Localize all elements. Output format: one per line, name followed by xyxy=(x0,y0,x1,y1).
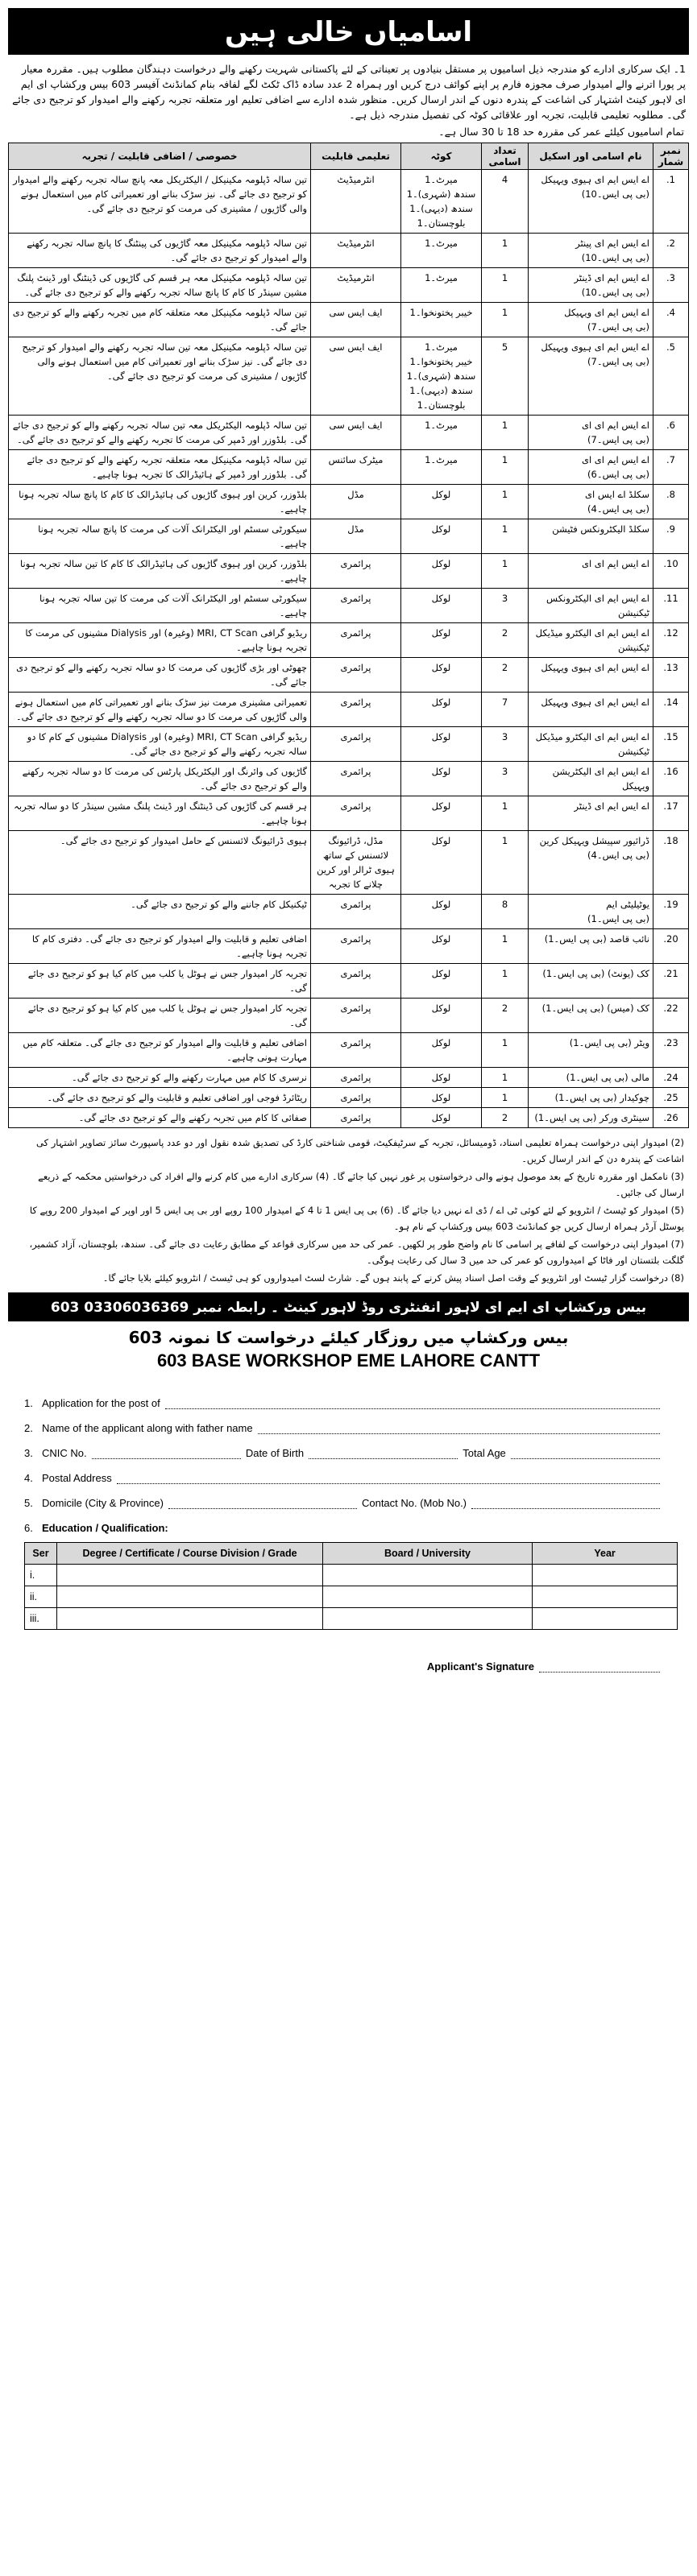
term-item: (5) امیدوار کو ٹیسٹ / انٹرویو کے لئے کوئی ٹی اے / ڈی اے نہیں دیا جائے گا۔ (6) بی پی ایس 1 تا 4 کے امیدوار 100 روپے اور بی پی ایس 5 اور اوپر کے امیدوار 200 روپے کا پوسٹل آرڈر ہمراہ ارسال کریں جو کمانڈنٹ 603 بیس ورکشاپ کے نام ہو۔ xyxy=(29,1205,684,1232)
table-row xyxy=(9,929,689,964)
intro-paragraph: 1۔ ایک سرکاری ادارے کو مندرجہ ذیل اسامیوں پر مستقل بنیادوں پر تعیناتی کے لئے پاکستانی شہریت رکھنے والے درخواست دہندگان مطلوب ہیں۔ مقررہ معیار پر پورا اترنے والے امیدوار صرف مجوزہ فارم پر اپنے کوائف درج کریں اور ہمراہ 2 عدد سادہ ڈاک ٹکٹ لگے لفافہ بنام کمانڈنٹ آفیسر 603 بیس ورکشاپ ای ایم ای لاہور کینٹ اشتہار کی اشاعت کے پندرہ دنوں کے اندر ارسال کریں۔ منظور شدہ ادارے سے اضافی تعلیم اور متعلقہ تجربہ رکھنے والے امیدوار کو ترجیح دی جائے گی۔ مطلوبہ تعلیمی قابلیت، تجربہ اور علاقائی کوٹہ کی تفصیل مندرجہ ذیل ہے۔ xyxy=(12,63,686,121)
table-row xyxy=(9,727,689,762)
domicile: لوکل xyxy=(401,929,482,964)
domicile: لوکل xyxy=(401,796,482,831)
field-label: Name of the applicant along with father name xyxy=(42,1422,253,1434)
form-title-urdu: 603 بیس ورکشاپ میں روزگار کیلئے درخواست کا نمونہ xyxy=(128,1328,569,1347)
post-cell: نائب قاصد (بی پی ایس۔1) xyxy=(529,929,653,964)
table-row xyxy=(9,589,689,623)
qual: ایف ایس سی xyxy=(311,337,401,416)
edu-degree-cell[interactable] xyxy=(57,1586,323,1608)
serial-cell: 13. xyxy=(653,658,689,693)
table-row xyxy=(9,964,689,999)
edu-year-cell[interactable] xyxy=(533,1565,678,1586)
edu-year-cell[interactable] xyxy=(533,1608,678,1630)
experience-cell: تین سالہ ڈپلومہ مکینیکل معہ گاڑیوں کی پینٹنگ کا پانچ سالہ تجربہ رکھنے والے امیدوار کو ترجیح دی جائے گی۔ xyxy=(9,234,311,268)
qual: پرائمری xyxy=(311,1088,401,1108)
advertisement-page xyxy=(8,8,689,1673)
domicile: لوکل xyxy=(401,1033,482,1068)
table-row xyxy=(9,1033,689,1068)
qual: پرائمری xyxy=(311,796,401,831)
experience-cell: بلڈوزر، کرین اور ہیوی گاڑیوں کی ہائیڈرالک کا کام کا پانچ سالہ تجربہ ہونا چاہیے۔ xyxy=(9,485,311,519)
row-number: 4. xyxy=(24,1472,33,1484)
post-cell: یوٹیلیٹی ایم (بی پی ایس۔1) xyxy=(529,895,653,929)
edu-ser: i. xyxy=(25,1565,57,1586)
post-cell: اے ایس ایم ای الیکٹرو میڈیکل ٹیکنیشن xyxy=(529,623,653,658)
col-qty: تعداد اسامی xyxy=(482,143,529,170)
row-number: 5. xyxy=(24,1497,33,1509)
field-label: CNIC No. xyxy=(42,1447,87,1459)
edu-ser: iii. xyxy=(25,1608,57,1630)
post-cell: اے ایس ایم ای الیکٹرو میڈیکل ٹیکنیشن xyxy=(529,727,653,762)
serial-cell: 18. xyxy=(653,831,689,895)
age-field[interactable] xyxy=(511,1447,660,1459)
edu-board-cell[interactable] xyxy=(323,1608,533,1630)
domicile: لوکل xyxy=(401,1088,482,1108)
experience-cell: ریٹائرڈ فوجی اور اضافی تعلیم و قابلیت والے کو ترجیح دی جائے گی۔ xyxy=(9,1088,311,1108)
domicile: میرٹ۔1 xyxy=(401,450,482,485)
name-field[interactable] xyxy=(258,1422,660,1434)
serial-cell: 23. xyxy=(653,1033,689,1068)
qty: 1 xyxy=(482,234,529,268)
serial-cell: 6. xyxy=(653,416,689,450)
qual: انٹرمیڈیٹ xyxy=(311,170,401,234)
qty: 1 xyxy=(482,796,529,831)
field-label: Date of Birth xyxy=(245,1447,305,1459)
qty: 1 xyxy=(482,416,529,450)
qty: 2 xyxy=(482,623,529,658)
qual: پرائمری xyxy=(311,658,401,693)
post-cell: سکلڈ اے ایس ای (بی پی ایس۔4) xyxy=(529,485,653,519)
table-row xyxy=(9,1068,689,1088)
qty: 7 xyxy=(482,693,529,727)
serial-cell: 1. xyxy=(653,170,689,234)
qty: 1 xyxy=(482,519,529,554)
qual: پرائمری xyxy=(311,999,401,1033)
post-cell: کک (میس) (بی پی ایس۔1) xyxy=(529,999,653,1033)
qual: پرائمری xyxy=(311,623,401,658)
experience-cell: گاڑیوں کی وائرنگ اور الیکٹریکل پارٹس کی مرمت کا دو سالہ تجربہ رکھنے والے کو ترجیح دی جائے گی۔ xyxy=(9,762,311,796)
table-row xyxy=(9,693,689,727)
qual: پرائمری xyxy=(311,1068,401,1088)
serial-cell: 19. xyxy=(653,895,689,929)
post-cell: اے ایس ایم ای الیکٹریشن ویہیکل xyxy=(529,762,653,796)
experience-cell: بلڈوزر، کرین اور ہیوی گاڑیوں کی ہائیڈرالک کا کام کا تین سالہ تجربہ ہونا چاہیے۔ xyxy=(9,554,311,589)
contact-field[interactable] xyxy=(471,1497,660,1509)
col-post: نام اسامی اور اسکیل xyxy=(529,143,653,170)
qual: میٹرک سائنس xyxy=(311,450,401,485)
dob-field[interactable] xyxy=(309,1447,458,1459)
table-row xyxy=(9,831,689,895)
col-quota: کوٹہ xyxy=(401,143,482,170)
post-cell: اے ایس ایم ای ہیوی ویہیکل (بی پی ایس۔10) xyxy=(529,170,653,234)
table-row xyxy=(9,796,689,831)
experience-cell: تجربہ کار امیدوار جس نے ہوٹل یا کلب میں کام کیا ہو کو ترجیح دی جائے گی۔ xyxy=(9,999,311,1033)
qty: 5 xyxy=(482,337,529,416)
education-row xyxy=(25,1586,678,1608)
domicile: لوکل xyxy=(401,485,482,519)
field-label: Contact No. (Mob No.) xyxy=(361,1497,467,1509)
table-row xyxy=(9,485,689,519)
experience-cell: تین سالہ ڈپلومہ مکینیکل معہ متعلقہ کام میں تجربہ رکھنے والے کو ترجیح دی جائے گی۔ xyxy=(9,303,311,337)
qty: 2 xyxy=(482,999,529,1033)
edu-board-cell[interactable] xyxy=(323,1565,533,1586)
edu-col-ser: Ser xyxy=(25,1543,57,1565)
table-row xyxy=(9,170,689,234)
serial-cell: 2. xyxy=(653,234,689,268)
qty: 1 xyxy=(482,964,529,999)
edu-board-cell[interactable] xyxy=(323,1586,533,1608)
contact-bar: 603 بیس ورکشاپ ای ایم ای لاہور انفنٹری روڈ لاہور کینٹ ۔ رابطہ نمبر 03306036369 xyxy=(8,1292,689,1321)
post-cell: اے ایس ایم ای ہیوی ویہیکل xyxy=(529,693,653,727)
post-cell: اے ایس ایم ای ہیوی ویہیکل xyxy=(529,658,653,693)
qty: 1 xyxy=(482,268,529,303)
domicile: لوکل xyxy=(401,1108,482,1128)
field-label: Total Age xyxy=(463,1447,506,1459)
table-row xyxy=(9,416,689,450)
qty: 1 xyxy=(482,929,529,964)
qty: 1 xyxy=(482,1088,529,1108)
term-item: (7) امیدوار اپنی درخواست کے لفافے پر اسامی کا نام واضح طور پر لکھیں۔ عمر کی حد میں سرکاری قواعد کے مطابق رعایت دی جائے گی۔ سندھ، بلوچستان، آزاد کشمیر، گلگت بلتستان اور فاٹا کے امیدواروں کو عمر کی حد میں 3 سال کی رعایت ہوگی۔ xyxy=(29,1238,684,1266)
serial-cell: 8. xyxy=(653,485,689,519)
qty: 1 xyxy=(482,303,529,337)
post-cell: سینٹری ورکر (بی پی ایس۔1) xyxy=(529,1108,653,1128)
table-row xyxy=(9,895,689,929)
edu-year-cell[interactable] xyxy=(533,1586,678,1608)
experience-cell: تجربہ کار امیدوار جس نے ہوٹل یا کلب میں کام کیا ہو کو ترجیح دی جائے گی۔ xyxy=(9,964,311,999)
experience-cell: ٹیکنیکل کام جاننے والے کو ترجیح دی جائے گی۔ xyxy=(9,895,311,929)
qual: پرائمری xyxy=(311,554,401,589)
serial-cell: 16. xyxy=(653,762,689,796)
serial-cell: 14. xyxy=(653,693,689,727)
post-cell: چوکیدار (بی پی ایس۔1) xyxy=(529,1088,653,1108)
qual: ایف ایس سی xyxy=(311,303,401,337)
post-field[interactable] xyxy=(165,1397,660,1409)
experience-cell: ہیوی ڈرائیونگ لائسنس کے حامل امیدوار کو ترجیح دی جائے گی۔ xyxy=(9,831,311,895)
qual: پرائمری xyxy=(311,693,401,727)
form-row-address xyxy=(24,1459,665,1484)
serial-cell: 15. xyxy=(653,727,689,762)
signature-field[interactable] xyxy=(539,1660,660,1673)
table-row xyxy=(9,623,689,658)
table-row xyxy=(9,519,689,554)
qty: 1 xyxy=(482,485,529,519)
domicile: میرٹ۔1 سندھ (شہری)۔1 سندھ (دیہی)۔1 بلوچستان۔1 xyxy=(401,170,482,234)
table-row xyxy=(9,554,689,589)
domicile-field[interactable] xyxy=(168,1497,357,1509)
serial-cell: 10. xyxy=(653,554,689,589)
domicile: میرٹ۔1 خیبر پختونخوا۔1 سندھ (شہری)۔1 سندھ (دیہی)۔1 بلوچستان۔1 xyxy=(401,337,482,416)
qty: 1 xyxy=(482,450,529,485)
qual: انٹرمیڈیٹ xyxy=(311,234,401,268)
experience-cell: اضافی تعلیم و قابلیت والے امیدوار کو ترجیح دی جائے گی۔ متعلقہ کام میں مہارت ہونی چاہیے۔ xyxy=(9,1033,311,1068)
col-qualification: تعلیمی قابلیت xyxy=(311,143,401,170)
domicile: لوکل xyxy=(401,895,482,929)
post-cell: اے ایس ایم ای الیکٹرونکس ٹیکنیشن xyxy=(529,589,653,623)
qty: 2 xyxy=(482,658,529,693)
domicile: لوکل xyxy=(401,554,482,589)
qual: مڈل xyxy=(311,485,401,519)
form-row-cnic xyxy=(24,1434,665,1459)
qty: 8 xyxy=(482,895,529,929)
education-row xyxy=(25,1565,678,1586)
experience-cell: تین سالہ ڈپلومہ مکینیکل معہ ہر قسم کی گاڑیوں کی ڈینٹنگ اور ڈینٹ پلنگ مشین سینڈر کا کام کا پانچ سالہ تجربہ رکھنے والے کو ترجیح دی جائے گی۔ xyxy=(9,268,311,303)
form-row-name xyxy=(24,1409,665,1434)
address-field[interactable] xyxy=(117,1472,660,1484)
qual: ایف ایس سی xyxy=(311,416,401,450)
domicile: لوکل xyxy=(401,1068,482,1088)
domicile: لوکل xyxy=(401,658,482,693)
qual: پرائمری xyxy=(311,1108,401,1128)
edu-col-board: Board / University xyxy=(323,1543,533,1565)
qty: 1 xyxy=(482,1068,529,1088)
experience-cell: اضافی تعلیم و قابلیت والے امیدوار کو ترجیح دی جائے گی۔ دفتری کام کا تجربہ ہونا چاہیے۔ xyxy=(9,929,311,964)
experience-cell: تعمیراتی مشینری مرمت نیز سڑک بنانے اور تعمیراتی کام میں استعمال ہونے والی گاڑیوں کی مرمت کا دو سالہ تجربہ رکھنے والے کو ترجیح دی جائے گی۔ xyxy=(9,693,311,727)
serial-cell: 22. xyxy=(653,999,689,1033)
edu-degree-cell[interactable] xyxy=(57,1608,323,1630)
serial-cell: 17. xyxy=(653,796,689,831)
row-number: 2. xyxy=(24,1422,33,1434)
qual: پرائمری xyxy=(311,964,401,999)
qty: 4 xyxy=(482,170,529,234)
qty: 3 xyxy=(482,762,529,796)
experience-cell: ریڈیو گرافی MRI, CT Scan (وغیرہ) اور Dialysis مشینوں کے کام کا دو سالہ تجربہ رکھنے والے کو ترجیح دی جائے گی۔ xyxy=(9,727,311,762)
age-limit-note: تمام اسامیوں کیلئے عمر کی مقررہ حد 18 تا 30 سال ہے۔ xyxy=(438,126,684,138)
domicile: لوکل xyxy=(401,831,482,895)
row-number: 3. xyxy=(24,1447,33,1459)
form-title-english: 603 BASE WORKSHOP EME LAHORE CANTT xyxy=(156,1350,541,1371)
qty: 3 xyxy=(482,727,529,762)
application-form xyxy=(24,1384,665,1534)
post-cell: اے ایس ایم ای ڈینٹر xyxy=(529,796,653,831)
post-cell: ڈرائیور سپیشل ویہیکل کرین (بی پی ایس۔4) xyxy=(529,831,653,895)
serial-cell: 5. xyxy=(653,337,689,416)
qty: 1 xyxy=(482,831,529,895)
edu-col-degree: Degree / Certificate / Course Division / Grade xyxy=(57,1543,323,1565)
education-table xyxy=(24,1542,678,1630)
experience-cell: سیکورٹی سسٹم اور الیکٹرانک آلات کی مرمت کا پانچ سالہ تجربہ ہونا چاہیے۔ xyxy=(9,519,311,554)
experience-cell: سیکورٹی سسٹم اور الیکٹرانک آلات کی مرمت کا تین سالہ تجربہ ہونا چاہیے۔ xyxy=(9,589,311,623)
domicile: لوکل xyxy=(401,727,482,762)
serial-cell: 9. xyxy=(653,519,689,554)
table-row xyxy=(9,234,689,268)
serial-cell: 4. xyxy=(653,303,689,337)
signature-row xyxy=(8,1660,665,1673)
domicile: لوکل xyxy=(401,693,482,727)
table-row xyxy=(9,337,689,416)
table-row xyxy=(9,1088,689,1108)
experience-cell: چھوٹی اور بڑی گاڑیوں کی مرمت کا دو سالہ تجربہ رکھنے والے کو ترجیح دی جائے گی۔ xyxy=(9,658,311,693)
table-row xyxy=(9,450,689,485)
table-row xyxy=(9,658,689,693)
domicile: میرٹ۔1 xyxy=(401,416,482,450)
domicile: لوکل xyxy=(401,964,482,999)
qual: پرائمری xyxy=(311,727,401,762)
domicile: لوکل xyxy=(401,519,482,554)
experience-cell: ریڈیو گرافی MRI, CT Scan (وغیرہ) اور Dialysis مشینوں کی مرمت کا تجربہ ہونا چاہیے۔ xyxy=(9,623,311,658)
education-header-row xyxy=(25,1543,678,1565)
serial-cell: 24. xyxy=(653,1068,689,1088)
qual: مڈل xyxy=(311,519,401,554)
post-cell: سکلڈ الیکٹرونکس فٹیشن xyxy=(529,519,653,554)
vacancies-table xyxy=(8,143,689,1128)
post-cell: اے ایس ایم ای ویہیکل (بی پی ایس۔7) xyxy=(529,303,653,337)
experience-cell: نرسری کا کام میں مہارت رکھنے والے کو ترجیح دی جائے گی۔ xyxy=(9,1068,311,1088)
post-cell: اے ایس ایم ای ای (بی پی ایس۔7) xyxy=(529,416,653,450)
experience-cell: ہر قسم کی گاڑیوں کی ڈینٹنگ اور ڈینٹ پلنگ مشین سینڈر کا دو سالہ تجربہ ہونا چاہیے۔ xyxy=(9,796,311,831)
form-row-domicile xyxy=(24,1484,665,1509)
term-item: (8) درخواست گزار ٹیسٹ اور انٹرویو کے وقت اصل اسناد پیش کرنے کے پابند ہوں گے۔ شارٹ لسٹ امیدواروں کو ہی ٹیسٹ / انٹرویو کیلئے بلایا جائے گا۔ xyxy=(102,1272,684,1284)
qual: پرائمری xyxy=(311,762,401,796)
table-header-row xyxy=(9,143,689,170)
cnic-field[interactable] xyxy=(92,1447,241,1459)
term-item: (2) امیدوار اپنی درخواست ہمراہ تعلیمی اسناد، ڈومیسائل، تجربہ کے سرٹیفکیٹ، قومی شناختی کارڈ کی تصدیق شدہ نقول اور دو عدد پاسپورٹ سائز تصاویر اشتہار کی اشاعت کے پندرہ دن کے اندر ارسال کریں۔ xyxy=(36,1137,684,1164)
terms-section xyxy=(13,1135,684,1286)
domicile: لوکل xyxy=(401,762,482,796)
post-cell: مالی (بی پی ایس۔1) xyxy=(529,1068,653,1088)
serial-cell: 21. xyxy=(653,964,689,999)
qual: انٹرمیڈیٹ xyxy=(311,268,401,303)
serial-cell: 7. xyxy=(653,450,689,485)
edu-col-year: Year xyxy=(533,1543,678,1565)
qual: پرائمری xyxy=(311,1033,401,1068)
field-label: Domicile (City & Province) xyxy=(42,1497,164,1509)
qty: 1 xyxy=(482,1033,529,1068)
qty: 3 xyxy=(482,589,529,623)
domicile: لوکل xyxy=(401,999,482,1033)
field-label: Education / Qualification: xyxy=(42,1522,168,1534)
table-row xyxy=(9,303,689,337)
qty: 2 xyxy=(482,1108,529,1128)
serial-cell: 12. xyxy=(653,623,689,658)
serial-cell: 3. xyxy=(653,268,689,303)
qual: مڈل، ڈرائیونگ لائسنس کے ساتھ ہیوی ٹرالر اور کرین چلانے کا تجربہ xyxy=(311,831,401,895)
table-row xyxy=(9,268,689,303)
table-row xyxy=(9,999,689,1033)
post-cell: اے ایس ایم ای ای (بی پی ایس۔6) xyxy=(529,450,653,485)
domicile: خیبر پختونخوا۔1 xyxy=(401,303,482,337)
edu-ser: ii. xyxy=(25,1586,57,1608)
qual: پرائمری xyxy=(311,929,401,964)
domicile: میرٹ۔1 xyxy=(401,234,482,268)
domicile: لوکل xyxy=(401,589,482,623)
experience-cell: تین سالہ ڈپلومہ مکینیکل معہ تین سالہ تجربہ رکھنے والے امیدوار کو ترجیح دی جائے گی۔ نیز سڑک بنانے اور تعمیراتی کام میں استعمال ہونے والی گاڑیوں / مشینری کی مرمت کو ترجیح دی جائے گی۔ xyxy=(9,337,311,416)
domicile: لوکل xyxy=(401,623,482,658)
qual: پرائمری xyxy=(311,589,401,623)
edu-degree-cell[interactable] xyxy=(57,1565,323,1586)
post-cell: اے ایس ایم ای پینٹر (بی پی ایس۔10) xyxy=(529,234,653,268)
vacancies-banner: اسامیاں خالی ہیں xyxy=(8,8,689,55)
row-number: 1. xyxy=(24,1397,33,1409)
term-item: (3) نامکمل اور مقررہ تاریخ کے بعد موصول ہونے والی درخواستوں پر غور نہیں کیا جائے گا۔ (4) سرکاری ادارے میں کام کرنے والے افراد کی درخواستیں محکمہ کے ذریعے ارسال کی جائیں۔ xyxy=(38,1171,684,1198)
signature-label: Applicant's Signature xyxy=(426,1660,534,1673)
serial-cell: 11. xyxy=(653,589,689,623)
table-row xyxy=(9,762,689,796)
serial-cell: 25. xyxy=(653,1088,689,1108)
domicile: میرٹ۔1 xyxy=(401,268,482,303)
experience-cell: تین سالہ ڈپلومہ الیکٹریکل معہ تین سالہ تجربہ رکھنے والے کو ترجیح دی جائے گی۔ بلڈوزر اور ڈمپر کی مرمت کا تجربہ رکھنے والے کو ترجیح دی جائے گی۔ xyxy=(9,416,311,450)
qty: 1 xyxy=(482,554,529,589)
experience-cell: صفائی کا کام میں تجربہ رکھنے والے کو ترجیح دی جائے گی۔ xyxy=(9,1108,311,1128)
post-cell: اے ایس ایم ای ہیوی ویہیکل (بی پی ایس۔7) xyxy=(529,337,653,416)
row-number: 6. xyxy=(24,1522,33,1534)
col-serial: نمبر شمار xyxy=(653,143,689,170)
table-row xyxy=(9,1108,689,1128)
col-experience: خصوصی / اضافی قابلیت / تجربہ xyxy=(9,143,311,170)
serial-cell: 26. xyxy=(653,1108,689,1128)
education-row xyxy=(25,1608,678,1630)
experience-cell: تین سالہ ڈپلومہ مکینیکل معہ متعلقہ تجربہ رکھنے والے کو ترجیح دی جائے گی۔ بلڈوزر اور ڈمپر کے ہائیڈرالک کا تجربہ ہونا چاہیے۔ xyxy=(9,450,311,485)
field-label: Application for the post of xyxy=(42,1397,160,1409)
form-row-post xyxy=(24,1384,665,1409)
post-cell: کک (یونٹ) (بی پی ایس۔1) xyxy=(529,964,653,999)
experience-cell: تین سالہ ڈپلومہ مکینیکل / الیکٹریکل معہ پانچ سالہ تجربہ رکھنے والے امیدوار کو ترجیح دی جائے گی۔ نیز سڑک بنانے اور تعمیراتی کام میں استعمال ہونے والی گاڑیوں / مشینری کی مرمت کو ترجیح دی جائے گی۔ xyxy=(9,170,311,234)
post-cell: اے ایس ایم ای ای xyxy=(529,554,653,589)
field-label: Postal Address xyxy=(42,1472,112,1484)
post-cell: اے ایس ایم ای ڈینٹر (بی پی ایس۔10) xyxy=(529,268,653,303)
form-row-education xyxy=(24,1509,665,1534)
post-cell: ویٹر (بی پی ایس۔1) xyxy=(529,1033,653,1068)
serial-cell: 20. xyxy=(653,929,689,964)
qual: پرائمری xyxy=(311,895,401,929)
